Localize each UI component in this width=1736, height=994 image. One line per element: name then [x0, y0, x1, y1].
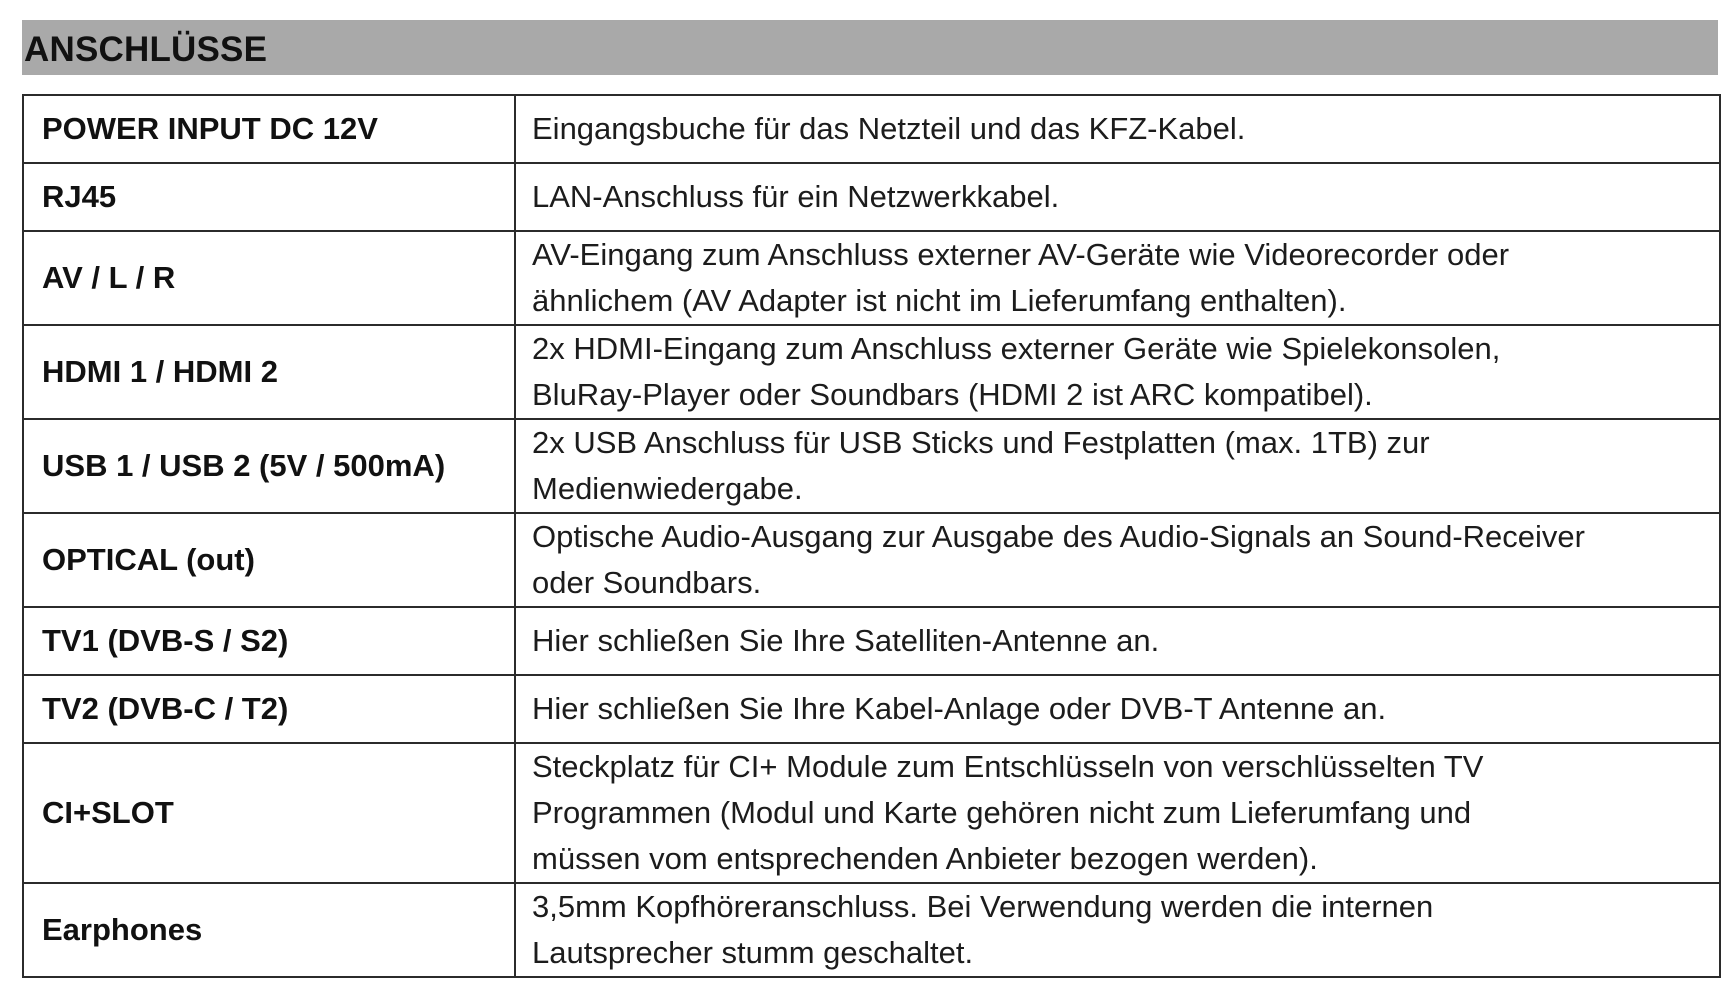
port-name: POWER INPUT DC 12V [23, 95, 515, 163]
port-description [515, 231, 1720, 325]
description-line: oder Soundbars. [532, 565, 762, 600]
table-row-av [23, 231, 1720, 325]
port-description [515, 743, 1720, 883]
port-description [515, 419, 1720, 513]
table-row-usb [23, 419, 1720, 513]
table-row-ci-slot [23, 743, 1720, 883]
port-description [515, 607, 1720, 675]
port-name: CI+SLOT [23, 743, 515, 883]
port-name: USB 1 / USB 2 (5V / 500mA) [23, 419, 515, 513]
port-name: RJ45 [23, 163, 515, 231]
section-header [22, 20, 1718, 75]
description-line: müssen vom entsprechenden Anbieter bezogen werden). [532, 841, 1318, 876]
port-description [515, 325, 1720, 419]
port-name: TV1 (DVB-S / S2) [23, 607, 515, 675]
port-name: Earphones [23, 883, 515, 977]
description-line: Lautsprecher stumm geschaltet. [532, 935, 974, 970]
description-line: AV-Eingang zum Anschluss externer AV-Geräte wie Videorecorder oder [532, 237, 1510, 272]
description-line: BluRay-Player oder Soundbars (HDMI 2 ist ARC kompatibel). [532, 377, 1373, 412]
table-row-optical [23, 513, 1720, 607]
table-row-tv2 [23, 675, 1720, 743]
table-row-tv1 [23, 607, 1720, 675]
table-row-earphones [23, 883, 1720, 977]
port-name: OPTICAL (out) [23, 513, 515, 607]
description-line: Hier schließen Sie Ihre Kabel-Anlage oder DVB-T Antenne an. [532, 691, 1387, 726]
port-name: TV2 (DVB-C / T2) [23, 675, 515, 743]
table-row-power-input [23, 95, 1720, 163]
port-name: HDMI 1 / HDMI 2 [23, 325, 515, 419]
table-row-rj45 [23, 163, 1720, 231]
description-line: ähnlichem (AV Adapter ist nicht im Lieferumfang enthalten). [532, 283, 1347, 318]
description-line: Hier schließen Sie Ihre Satelliten-Antenne an. [532, 623, 1160, 658]
description-line: Optische Audio-Ausgang zur Ausgabe des Audio-Signals an Sound-Receiver [532, 519, 1585, 554]
description-line: Medienwiedergabe. [532, 471, 803, 506]
port-name: AV / L / R [23, 231, 515, 325]
port-description [515, 883, 1720, 977]
description-line: 2x USB Anschluss für USB Sticks und Festplatten (max. 1TB) zur [532, 425, 1430, 460]
description-line: 2x HDMI-Eingang zum Anschluss externer Geräte wie Spielekonsolen, [532, 331, 1501, 366]
description-line: 3,5mm Kopfhöreranschluss. Bei Verwendung werden die internen [532, 889, 1434, 924]
description-line: Programmen (Modul und Karte gehören nicht zum Lieferumfang und [532, 795, 1472, 830]
port-description [515, 513, 1720, 607]
description-line: Eingangsbuche für das Netzteil und das KFZ-Kabel. [532, 111, 1246, 146]
section-title: ANSCHLÜSSE [24, 29, 268, 69]
table-row-hdmi [23, 325, 1720, 419]
port-description [515, 95, 1720, 163]
description-line: Steckplatz für CI+ Module zum Entschlüsseln von verschlüsselten TV [532, 749, 1484, 784]
connections-table [22, 94, 1721, 978]
port-description [515, 163, 1720, 231]
port-description [515, 675, 1720, 743]
description-line: LAN-Anschluss für ein Netzwerkkabel. [532, 179, 1060, 214]
